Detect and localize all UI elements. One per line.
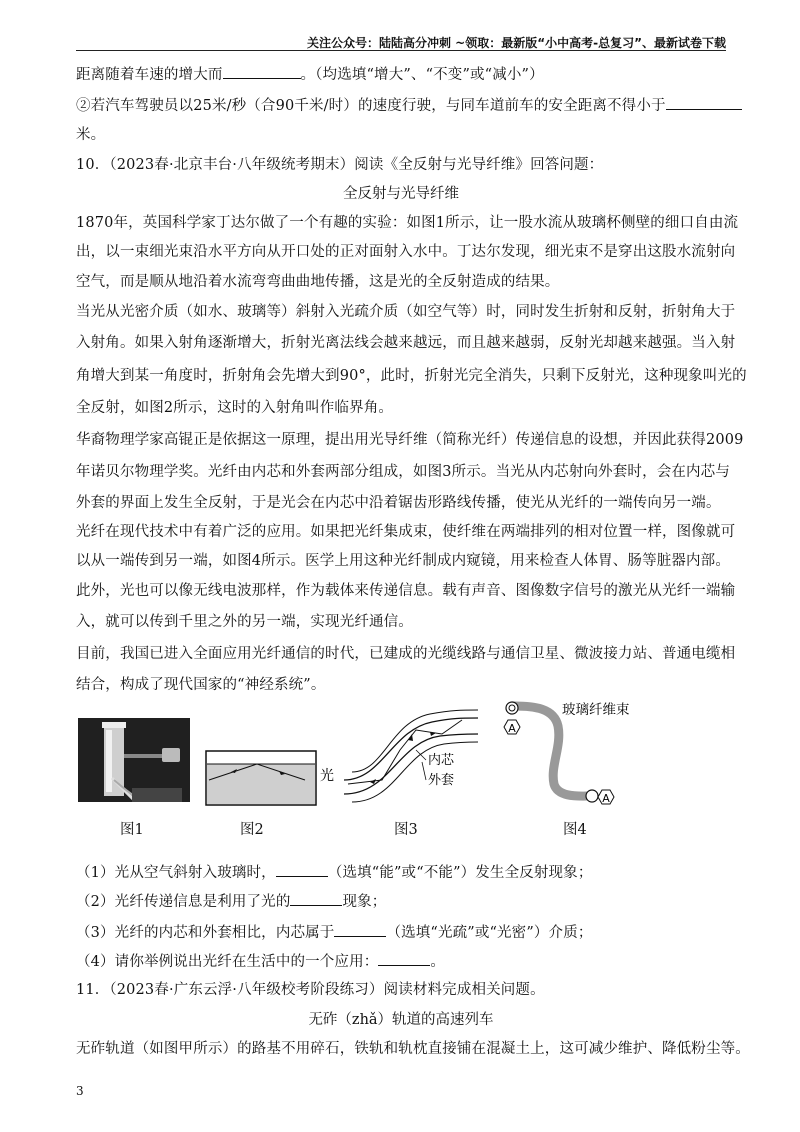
q10-sub2-pre: （2）光纤传递信息是利用了光的 xyxy=(76,894,291,910)
q10-para-line: 华裔物理学家高锟正是依据这一原理，提出用光导纤维（简称光纤）传递信息的设想，并因此获得2009 xyxy=(76,432,744,448)
header-divider xyxy=(76,50,726,51)
fig4-label-bundle: 玻璃纤维束 xyxy=(562,702,630,718)
q10-para-line: 以从一端传到另一端，如图4所示。医学上用这种光纤制成内窥镜，用来检查人体胃、肠等脏器内部。 xyxy=(76,553,730,569)
answer-blank[interactable] xyxy=(290,891,342,906)
q10-subquestion-2 xyxy=(76,891,386,912)
q9-line1-tail: 。（均选填“增大”、“不变”或“减小”） xyxy=(300,67,544,83)
answer-blank[interactable] xyxy=(223,64,301,79)
q11-title: 无砟（zhǎ）轨道的高速列车 xyxy=(308,1012,494,1028)
fig4-label-a-bottom: A xyxy=(602,792,610,805)
figure-3-caption: 图3 xyxy=(394,822,418,838)
figure-1-caption: 图1 xyxy=(120,822,144,838)
q9-line2-text: ②若汽车驾驶员以25米/秒（合90千米/时）的速度行驶，与同车道前车的安全距离不得小于 xyxy=(76,98,666,114)
q10-para-line: 全反射，如图2所示，这时的入射角叫作临界角。 xyxy=(76,400,394,416)
q10-para-line: 目前，我国已进入全面应用光纤通信的时代，已建成的光缆线路与通信卫星、微波接力站、普通电缆相 xyxy=(76,646,736,662)
q10-subquestion-4 xyxy=(76,951,445,972)
figure-4-fiber-bundle xyxy=(494,696,654,808)
fig3-label-light: 光 xyxy=(320,768,334,784)
answer-blank[interactable] xyxy=(276,862,328,877)
q10-para-line: 当光从光密介质（如水、玻璃等）斜射入光疏介质（如空气等）时，同时发生折射和反射，折射角大于 xyxy=(76,304,736,320)
answer-blank[interactable] xyxy=(334,922,386,937)
q10-sub1-post: （选填“能”或“不能”）发生全反射现象； xyxy=(327,865,593,881)
q9-line3: 米。 xyxy=(76,127,106,143)
q10-para-line: 出，以一束细光束沿水平方向从开口处的正对面射入水中。丁达尔发现，细光束不是穿出这股水流射向 xyxy=(76,244,736,260)
q10-para-line: 此外，光也可以像无线电波那样，作为载体来传递信息。载有声音、图像数字信号的激光从光纤一端输 xyxy=(76,583,736,599)
figure-3-fiber-diagram xyxy=(312,700,482,808)
q10-para-line: 结合，构成了现代国家的“神经系统”。 xyxy=(76,677,326,693)
fig4-label-a-top: A xyxy=(508,722,516,735)
q10-subquestion-3 xyxy=(76,922,593,943)
q11-stem: 11．（2023春·广东云浮·八年级校考阶段练习）阅读材料完成相关问题。 xyxy=(76,982,545,998)
page-number: 3 xyxy=(76,1084,84,1098)
figure-2-diagram xyxy=(205,750,317,806)
fig3-label-cladding: 外套 xyxy=(428,773,455,788)
page-header: 关注公众号：陆陆高分冲刺 ~领取：最新版“小中高考-总复习”、最新试卷下载 xyxy=(307,36,726,50)
q9-line1-text: 距离随着车速的增大而 xyxy=(76,67,223,83)
q10-title: 全反射与光导纤维 xyxy=(343,186,459,202)
q10-subquestion-1 xyxy=(76,862,592,883)
q11-line1: 无砟轨道（如图甲所示）的路基不用碎石，铁轨和轨枕直接铺在混凝土上，这可减少维护、降低粉尘等。 xyxy=(76,1041,750,1057)
q9-line2 xyxy=(76,95,742,116)
q10-para-line: 入，就可以传到千里之外的另一端，实现光纤通信。 xyxy=(76,614,413,630)
answer-blank[interactable] xyxy=(378,951,430,966)
q10-stem: 10．（2023春·北京丰台·八年级统考期末）阅读《全反射与光导纤维》回答问题： xyxy=(76,157,604,173)
figure-4-caption: 图4 xyxy=(563,822,587,838)
figure-2-caption: 图2 xyxy=(240,822,264,838)
answer-blank[interactable] xyxy=(666,95,742,110)
q10-para-line: 年诺贝尔物理学奖。光纤由内芯和外套两部分组成，如图3所示。当光从内芯射向外套时，会在内芯与 xyxy=(76,464,730,480)
q10-para-line: 外套的界面上发生全反射，于是光会在内芯中沿着锯齿形路线传播，使光从光纤的一端传向另一端。 xyxy=(76,495,721,511)
q10-sub2-post: 现象； xyxy=(342,894,387,910)
q10-para-line: 1870年，英国科学家丁达尔做了一个有趣的实验：如图1所示，让一股水流从玻璃杯侧壁的细口自由流 xyxy=(76,215,739,231)
q10-para-line: 入射角。如果入射角逐渐增大，折射光离法线会越来越远，而且越来越弱，反射光却越来越强。当入射 xyxy=(76,335,736,351)
fig3-label-core: 内芯 xyxy=(428,753,455,768)
q10-sub4-post: 。 xyxy=(430,954,446,970)
q9-line1 xyxy=(76,64,544,85)
q10-sub4-pre: （4）请你举例说出光纤在生活中的一个应用： xyxy=(76,954,379,970)
q10-sub1-pre: （1）光从空气斜射入玻璃时， xyxy=(76,865,276,881)
q10-para-line: 角增大到某一角度时，折射角会先增大到90°，此时，折射光完全消失，只剩下反射光，这种现象叫光的 xyxy=(76,368,747,384)
q10-sub3-pre: （3）光纤的内芯和外套相比，内芯属于 xyxy=(76,925,335,941)
q10-sub3-post: （选填“光疏”或“光密”）介质； xyxy=(386,925,593,941)
q10-para-line: 空气，而是顺从地沿着水流弯弯曲曲地传播，这是光的全反射造成的结果。 xyxy=(76,274,560,290)
q10-para-line: 光纤在现代技术中有着广泛的应用。如果把光纤集成束，使纤维在两端排列的相对位置一样，图像就可 xyxy=(76,524,736,540)
figure-1-photo xyxy=(78,718,190,802)
